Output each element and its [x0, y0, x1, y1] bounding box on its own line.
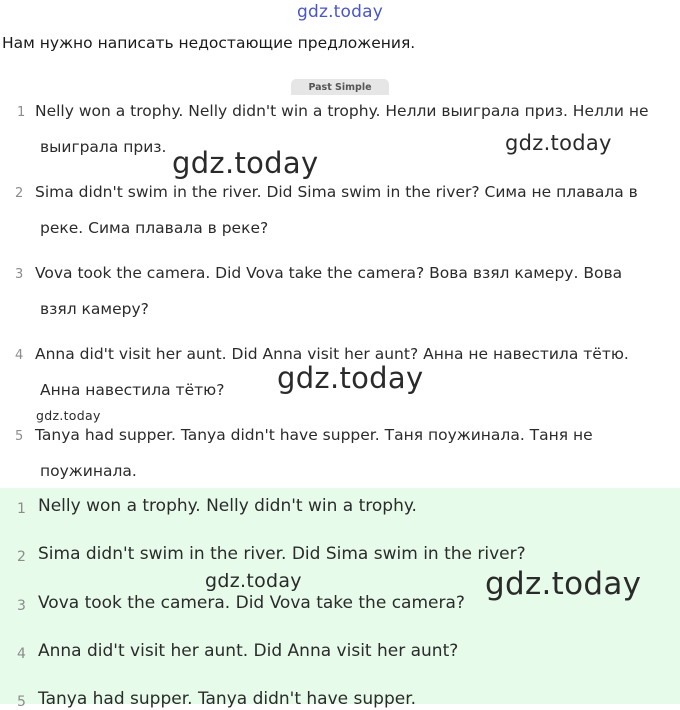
answer-text: Nelly won a trophy. Nelly didn't win a trophy. [38, 496, 417, 516]
intro-text: Нам нужно написать недостающие предложения. [2, 34, 416, 52]
answer-number: 1 [17, 501, 26, 517]
exercise-line: Анна навестила тётю? [40, 381, 225, 399]
exercise-line: Anna did't visit her aunt. Did Anna visit her aunt? Анна не навестила тётю. [35, 345, 629, 363]
answer-text: Anna did't visit her aunt. Did Anna visit her aunt? [38, 641, 459, 661]
exercise-line: Vova took the camera. Did Vova take the camera? Вова взял камеру. Вова [35, 264, 623, 282]
exercise-number: 4 [15, 348, 24, 363]
watermark-text: gdz.today [505, 131, 612, 155]
exercise-number: 5 [15, 429, 24, 444]
answer-text: Tanya had supper. Tanya didn't have supper. [38, 689, 417, 709]
answer-number: 2 [17, 549, 26, 565]
answer-text: Vova took the camera. Did Vova take the camera? [38, 593, 465, 613]
exercise-line: поужинала. [40, 462, 137, 480]
exercise-line: взял камеру? [40, 300, 149, 318]
exercise-line: Nelly won a trophy. Nelly didn't win a trophy. Нелли выиграла приз. Нелли не [35, 102, 649, 120]
watermark-text: gdz.today [277, 361, 424, 395]
watermark-text: gdz.today [485, 566, 642, 602]
exercise-line: реке. Сима плавала в реке? [40, 219, 269, 237]
answer-number: 4 [17, 646, 26, 662]
site-header-logo[interactable]: gdz.today [296, 2, 384, 22]
exercise-line: Sima didn't swim in the river. Did Sima swim in the river? Сима не плавала в [35, 183, 638, 201]
answer-number: 3 [17, 598, 26, 614]
exercise-line: Tanya had supper. Tanya didn't have supper. Таня поужинала. Таня не [35, 426, 593, 444]
watermark-text: gdz.today [36, 408, 101, 423]
exercise-number: 1 [17, 105, 26, 120]
watermark-text: gdz.today [205, 570, 302, 592]
exercise-line: выиграла приз. [40, 138, 167, 156]
watermark-text: gdz.today [172, 146, 319, 180]
answer-number: 5 [17, 694, 26, 710]
exercise-number: 3 [15, 267, 24, 282]
answer-text: Sima didn't swim in the river. Did Sima swim in the river? [38, 544, 526, 564]
section-tag: Past Simple [291, 79, 389, 95]
exercise-number: 2 [15, 186, 24, 201]
